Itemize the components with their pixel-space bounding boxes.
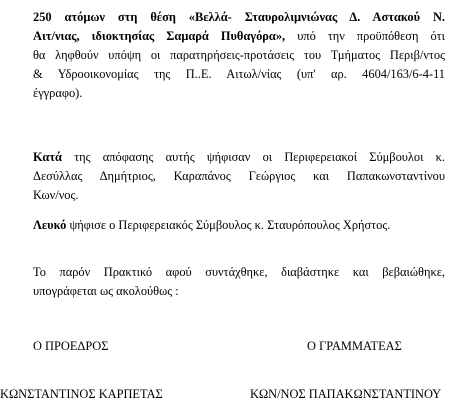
president-name: ΚΩΝΣΤΑΝΤΙΝΟΣ ΚΑΡΠΕΤΑΣ [0, 387, 163, 401]
against-line-1-rest: της απόφασης αυτής ψήφισαν οι Περιφερειακοί Σύμβουλοι κ. [74, 150, 446, 164]
decision-line-5: έγγραφο). [33, 86, 83, 100]
blank-vote-paragraph [33, 216, 445, 235]
decision-line-1: 250 ατόμων στη θέση «Βελλά- Σταυρολιμνιώνας Δ. Αστακού Ν. [33, 10, 445, 24]
closing-paragraph [33, 263, 445, 301]
blank-vote-label: Λευκό [33, 218, 67, 232]
secretary-title: Ο ΓΡΑΜΜΑΤΕΑΣ [307, 339, 402, 353]
decision-line-2-bold: Αιτ/νιας, ιδιοκτησίας Σαμαρά Πυθαγόρα», [33, 29, 286, 43]
decision-line-2-rest: υπό την προϋπόθεση ότι [297, 29, 445, 43]
against-line-2: Δεσύλλας Δημήτριος, Καραπάνος Γεώργιος και Παπακωνσταντίνου [33, 169, 445, 183]
decision-paragraph [33, 8, 445, 103]
secretary-name: ΚΩΝ/ΝΟΣ ΠΑΠΑΚΩΝΣΤΑΝΤΙΝΟΥ [250, 387, 442, 401]
blank-vote-rest: ψήφισε ο Περιφερειακός Σύμβουλος κ. Σταυρόπουλος Χρήστος. [69, 218, 391, 232]
closing-line-2: υπογράφεται ως ακολούθως : [33, 284, 179, 298]
decision-line-2 [33, 27, 445, 46]
closing-line-1: Το παρόν Πρακτικό αφού συντάχθηκε, διαβάστηκε και βεβαιώθηκε, [33, 265, 445, 279]
against-vote-paragraph [33, 148, 445, 205]
decision-line-4: & Υδροοικονομίας της Π..Ε. Αιτωλ/νίας (υπ' αρ. 4604/163/6-4-11 [33, 67, 445, 81]
decision-line-3: θα ληφθούν υπόψη οι παρατηρήσεις-προτάσεις του Τμήματος Περιβ/ντος [33, 48, 445, 62]
president-title: Ο ΠΡΟΕΔΡΟΣ [33, 339, 109, 353]
against-line-3: Κων/νος. [33, 188, 79, 202]
against-label: Κατά [33, 150, 62, 164]
blank-vote-line [33, 216, 445, 235]
against-line-1 [33, 148, 445, 167]
